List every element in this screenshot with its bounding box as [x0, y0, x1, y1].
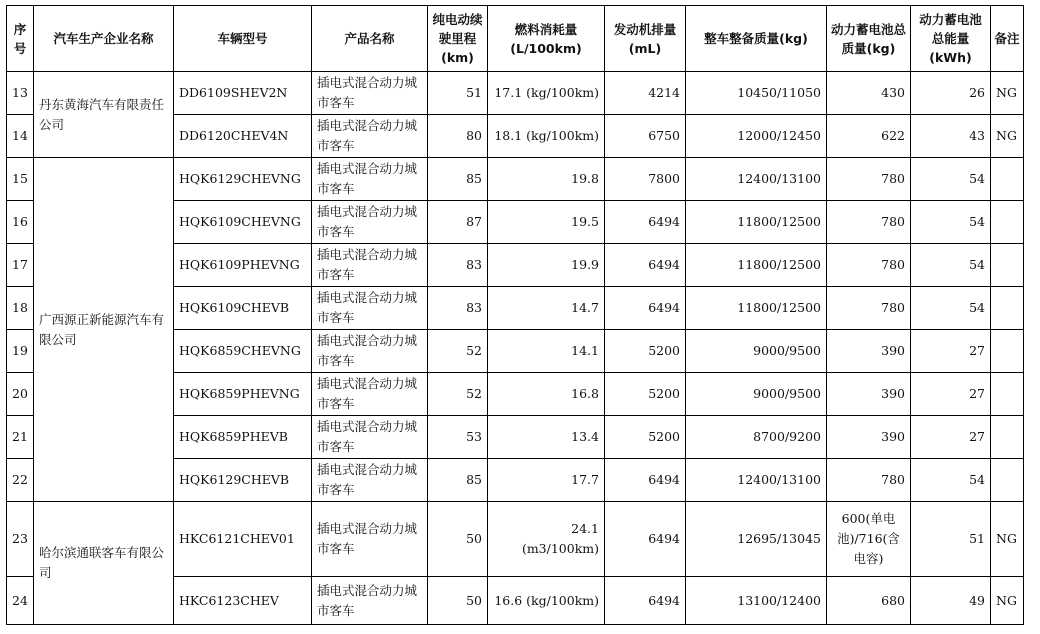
cell-displacement: 6494 [605, 577, 686, 625]
header-ev-range: 纯电动续驶里程(km) [428, 6, 488, 72]
cell-fuel: 19.9 [488, 244, 605, 287]
cell-note [991, 201, 1024, 244]
cell-model: HQK6109CHEVB [174, 287, 312, 330]
cell-ev-range: 80 [428, 115, 488, 158]
cell-battery-mass: 390 [827, 330, 911, 373]
cell-index: 17 [7, 244, 34, 287]
cell-index: 22 [7, 459, 34, 502]
cell-model: HQK6129CHEVNG [174, 158, 312, 201]
cell-displacement: 6494 [605, 201, 686, 244]
header-row [7, 6, 1024, 72]
cell-product: 插电式混合动力城市客车 [312, 201, 428, 244]
cell-index: 14 [7, 115, 34, 158]
cell-curb-weight: 11800/12500 [686, 201, 827, 244]
cell-ev-range: 52 [428, 330, 488, 373]
cell-displacement: 6750 [605, 115, 686, 158]
cell-ev-range: 51 [428, 72, 488, 115]
cell-fuel: 14.1 [488, 330, 605, 373]
cell-fuel: 13.4 [488, 416, 605, 459]
cell-product: 插电式混合动力城市客车 [312, 244, 428, 287]
cell-index: 15 [7, 158, 34, 201]
cell-curb-weight: 12400/13100 [686, 158, 827, 201]
cell-note [991, 459, 1024, 502]
cell-curb-weight: 12695/13045 [686, 502, 827, 577]
cell-product: 插电式混合动力城市客车 [312, 115, 428, 158]
cell-note [991, 373, 1024, 416]
cell-product: 插电式混合动力城市客车 [312, 287, 428, 330]
cell-product: 插电式混合动力城市客车 [312, 416, 428, 459]
cell-product: 插电式混合动力城市客车 [312, 459, 428, 502]
cell-note: NG [991, 115, 1024, 158]
cell-model: HQK6859PHEVNG [174, 373, 312, 416]
cell-note [991, 244, 1024, 287]
cell-note [991, 416, 1024, 459]
cell-index: 18 [7, 287, 34, 330]
cell-note [991, 330, 1024, 373]
cell-model: DD6109SHEV2N [174, 72, 312, 115]
cell-battery-mass: 780 [827, 201, 911, 244]
cell-ev-range: 50 [428, 502, 488, 577]
cell-model: HQK6109CHEVNG [174, 201, 312, 244]
cell-displacement: 6494 [605, 502, 686, 577]
cell-battery-mass: 600(单电池)/716(含电容) [827, 502, 911, 577]
cell-curb-weight: 9000/9500 [686, 330, 827, 373]
cell-battery-energy: 54 [911, 287, 991, 330]
cell-note [991, 158, 1024, 201]
cell-product: 插电式混合动力城市客车 [312, 72, 428, 115]
cell-ev-range: 83 [428, 287, 488, 330]
header-battery-mass: 动力蓄电池总质量(kg) [827, 6, 911, 72]
header-manufacturer: 汽车生产企业名称 [34, 6, 174, 72]
cell-curb-weight: 9000/9500 [686, 373, 827, 416]
cell-index: 16 [7, 201, 34, 244]
cell-battery-mass: 780 [827, 459, 911, 502]
cell-product: 插电式混合动力城市客车 [312, 577, 428, 625]
cell-fuel: 17.7 [488, 459, 605, 502]
cell-manufacturer: 哈尔滨通联客车有限公司 [34, 502, 174, 625]
cell-battery-energy: 26 [911, 72, 991, 115]
cell-model: HKC6123CHEV [174, 577, 312, 625]
cell-manufacturer: 丹东黄海汽车有限责任公司 [34, 72, 174, 158]
cell-ev-range: 53 [428, 416, 488, 459]
cell-displacement: 4214 [605, 72, 686, 115]
cell-note [991, 287, 1024, 330]
cell-battery-mass: 390 [827, 373, 911, 416]
header-curb-weight: 整车整备质量(kg) [686, 6, 827, 72]
cell-displacement: 7800 [605, 158, 686, 201]
cell-ev-range: 83 [428, 244, 488, 287]
header-index: 序号 [7, 6, 34, 72]
cell-battery-mass: 390 [827, 416, 911, 459]
cell-manufacturer: 广西源正新能源汽车有限公司 [34, 158, 174, 502]
cell-fuel: 17.1 (kg/100km) [488, 72, 605, 115]
cell-displacement: 5200 [605, 416, 686, 459]
header-battery-energy: 动力蓄电池总能量(kWh) [911, 6, 991, 72]
cell-model: HQK6129CHEVB [174, 459, 312, 502]
cell-index: 13 [7, 72, 34, 115]
cell-battery-energy: 54 [911, 158, 991, 201]
cell-index: 24 [7, 577, 34, 625]
cell-battery-energy: 51 [911, 502, 991, 577]
cell-note: NG [991, 502, 1024, 577]
cell-fuel: 19.5 [488, 201, 605, 244]
table-row [7, 502, 1024, 577]
cell-ev-range: 85 [428, 459, 488, 502]
cell-curb-weight: 12400/13100 [686, 459, 827, 502]
cell-battery-energy: 54 [911, 244, 991, 287]
cell-fuel: 16.6 (kg/100km) [488, 577, 605, 625]
cell-displacement: 5200 [605, 330, 686, 373]
cell-battery-energy: 43 [911, 115, 991, 158]
cell-fuel: 19.8 [488, 158, 605, 201]
cell-battery-energy: 54 [911, 201, 991, 244]
cell-battery-mass: 780 [827, 158, 911, 201]
cell-index: 23 [7, 502, 34, 577]
cell-curb-weight: 12000/12450 [686, 115, 827, 158]
cell-curb-weight: 13100/12400 [686, 577, 827, 625]
cell-model: HQK6109PHEVNG [174, 244, 312, 287]
cell-index: 20 [7, 373, 34, 416]
cell-fuel: 24.1 (m3/100km) [488, 502, 605, 577]
header-model: 车辆型号 [174, 6, 312, 72]
cell-note: NG [991, 72, 1024, 115]
cell-product: 插电式混合动力城市客车 [312, 373, 428, 416]
cell-model: DD6120CHEV4N [174, 115, 312, 158]
cell-fuel: 14.7 [488, 287, 605, 330]
cell-battery-mass: 622 [827, 115, 911, 158]
cell-curb-weight: 11800/12500 [686, 244, 827, 287]
table-row [7, 158, 1024, 201]
cell-displacement: 6494 [605, 287, 686, 330]
cell-battery-mass: 430 [827, 72, 911, 115]
cell-displacement: 6494 [605, 459, 686, 502]
cell-battery-mass: 680 [827, 577, 911, 625]
cell-ev-range: 50 [428, 577, 488, 625]
header-fuel-consumption: 燃料消耗量(L/100km) [488, 6, 605, 72]
cell-product: 插电式混合动力城市客车 [312, 502, 428, 577]
table-row [7, 72, 1024, 115]
cell-note: NG [991, 577, 1024, 625]
cell-battery-energy: 27 [911, 330, 991, 373]
cell-model: HKC6121CHEV01 [174, 502, 312, 577]
cell-displacement: 5200 [605, 373, 686, 416]
cell-battery-energy: 27 [911, 373, 991, 416]
cell-battery-mass: 780 [827, 244, 911, 287]
vehicle-catalog-table [6, 5, 1024, 625]
cell-product: 插电式混合动力城市客车 [312, 158, 428, 201]
cell-ev-range: 52 [428, 373, 488, 416]
cell-ev-range: 87 [428, 201, 488, 244]
cell-model: HQK6859CHEVNG [174, 330, 312, 373]
cell-battery-energy: 54 [911, 459, 991, 502]
cell-ev-range: 85 [428, 158, 488, 201]
cell-product: 插电式混合动力城市客车 [312, 330, 428, 373]
cell-displacement: 6494 [605, 244, 686, 287]
header-product: 产品名称 [312, 6, 428, 72]
cell-battery-energy: 49 [911, 577, 991, 625]
cell-curb-weight: 11800/12500 [686, 287, 827, 330]
header-displacement: 发动机排量(mL) [605, 6, 686, 72]
cell-model: HQK6859PHEVB [174, 416, 312, 459]
cell-fuel: 18.1 (kg/100km) [488, 115, 605, 158]
cell-fuel: 16.8 [488, 373, 605, 416]
cell-battery-energy: 27 [911, 416, 991, 459]
cell-index: 21 [7, 416, 34, 459]
cell-curb-weight: 8700/9200 [686, 416, 827, 459]
header-note: 备注 [991, 6, 1024, 72]
cell-index: 19 [7, 330, 34, 373]
cell-curb-weight: 10450/11050 [686, 72, 827, 115]
cell-battery-mass: 780 [827, 287, 911, 330]
